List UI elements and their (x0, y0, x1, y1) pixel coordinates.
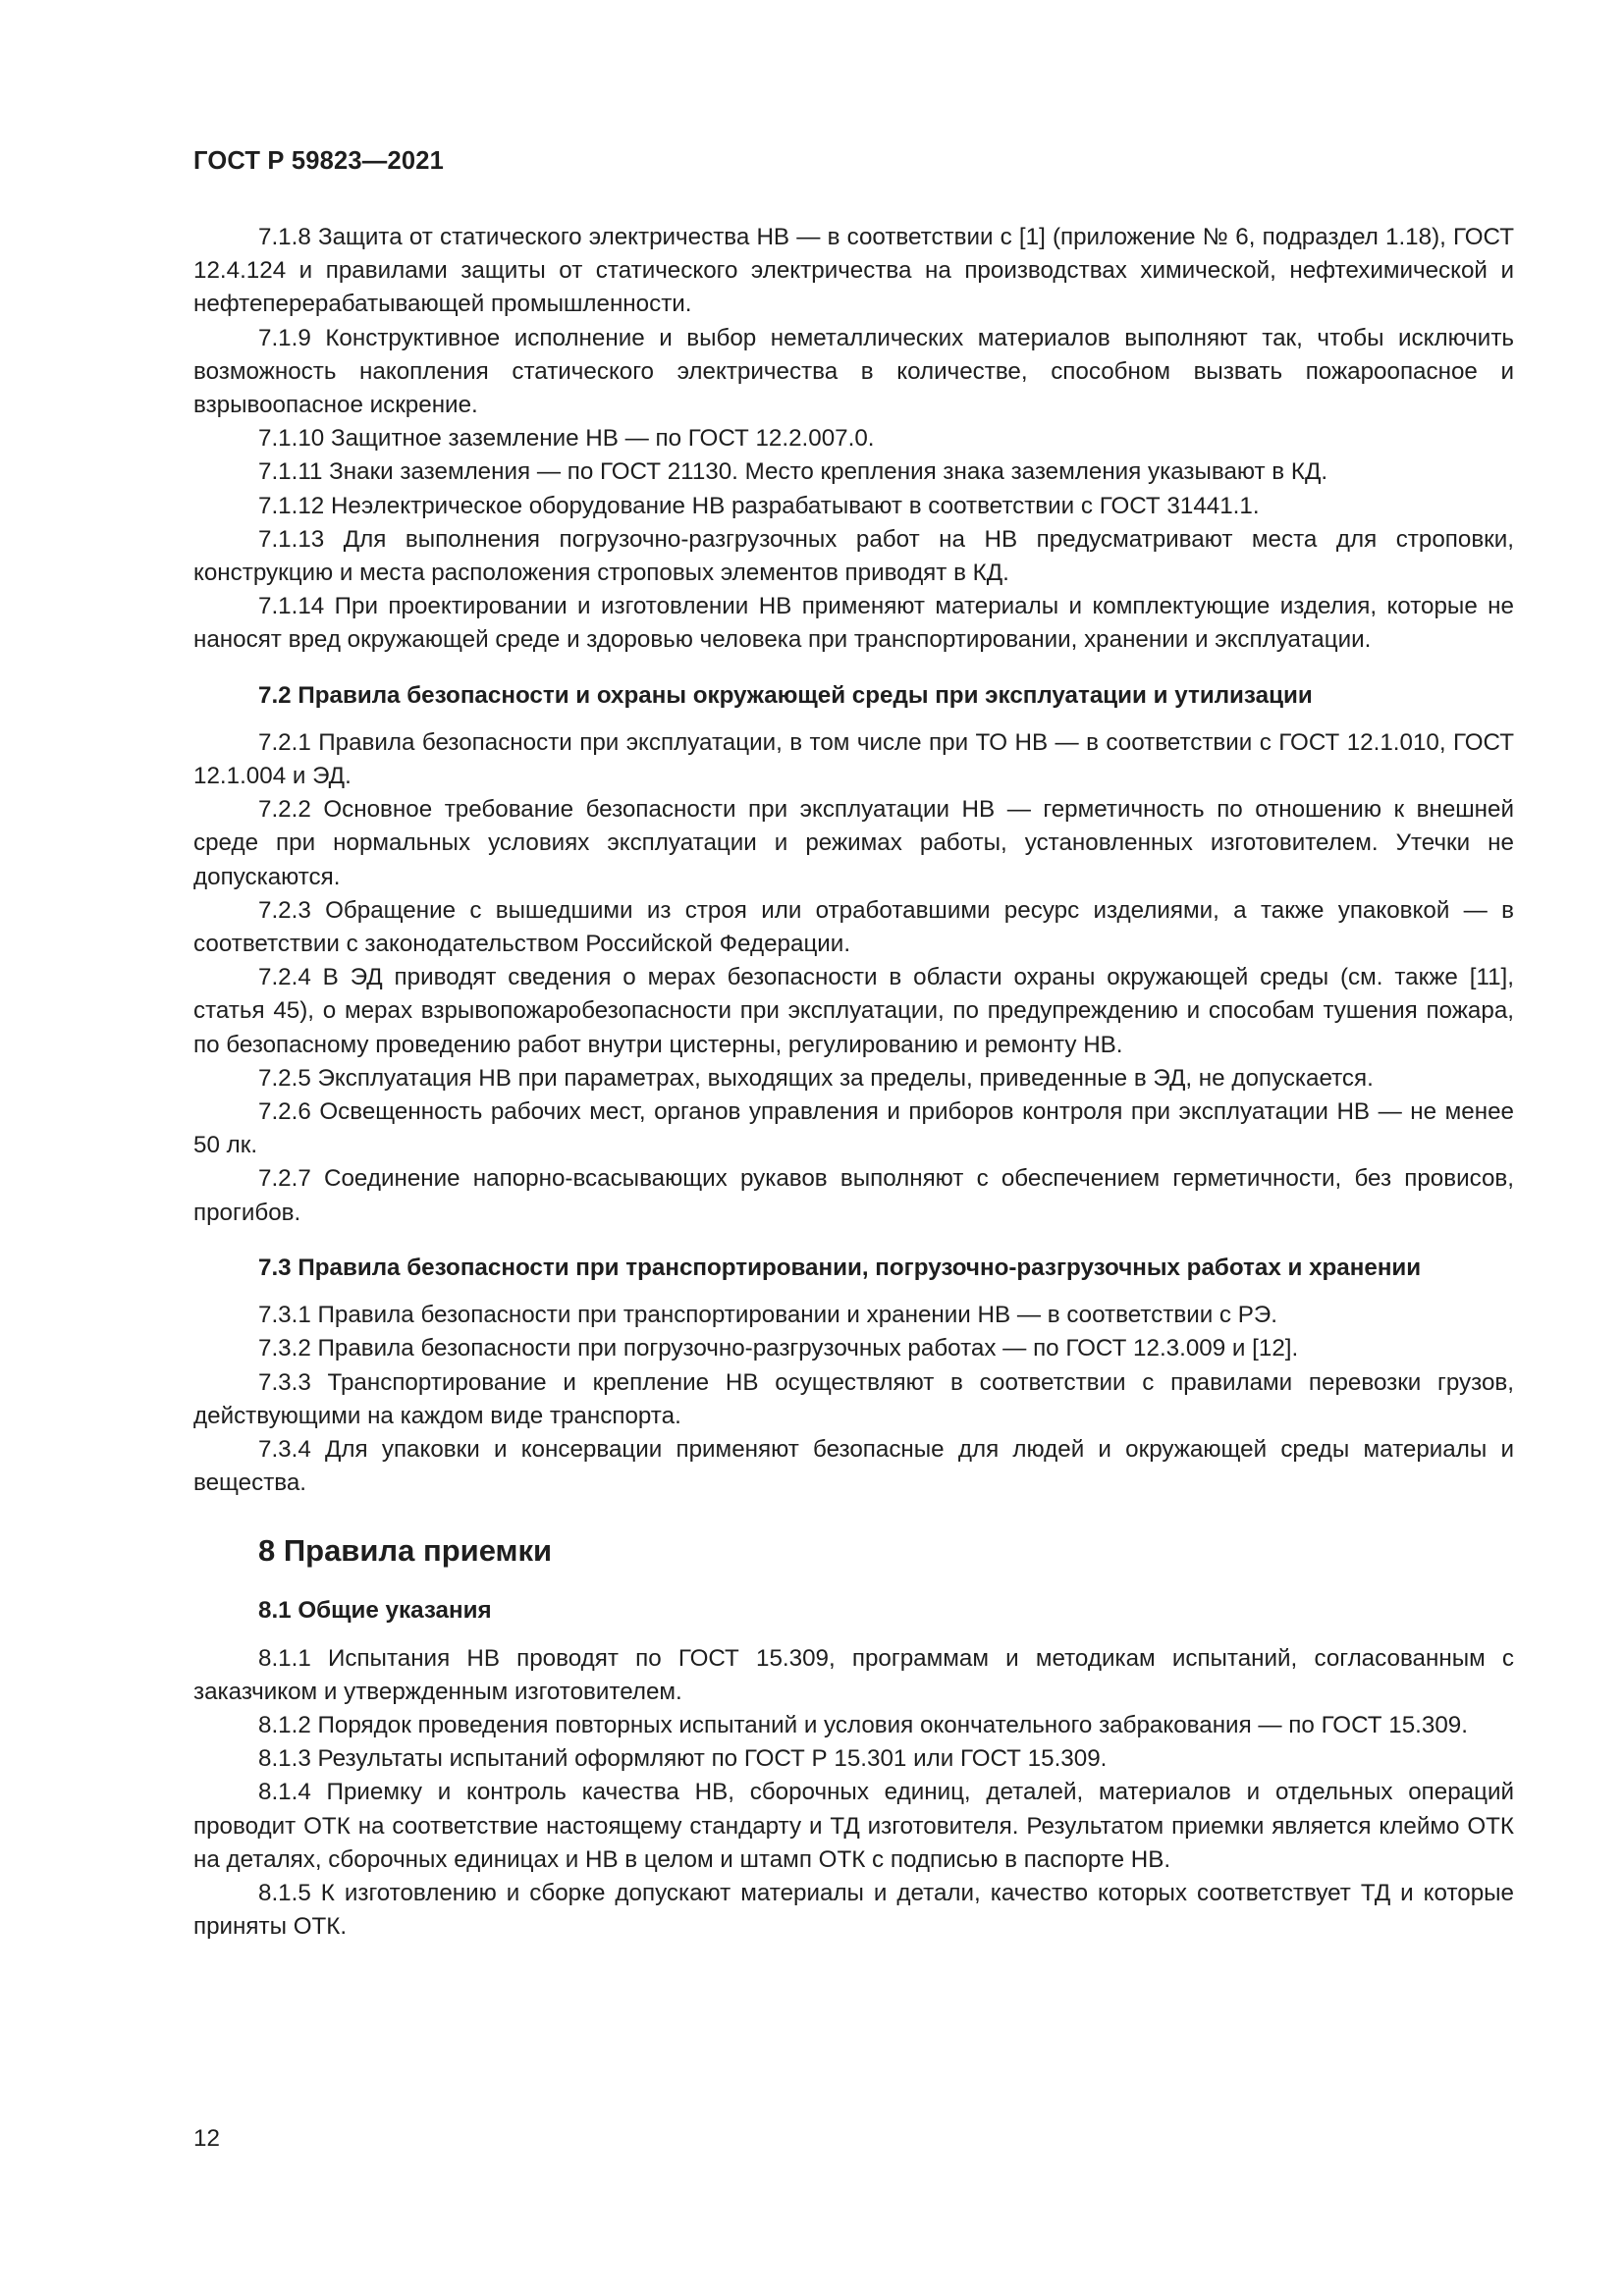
paragraph-8-1-2: 8.1.2 Порядок проведения повторных испытаний и условия окончательного забракования — по ГОСТ 15.309. (258, 1711, 1468, 1738)
paragraph-7-3-2: 7.3.2 Правила безопасности при погрузочно-разгрузочных работах — по ГОСТ 12.3.009 и [12]. (258, 1335, 1299, 1362)
paragraph-7-2-3: 7.2.3 Обращение с вышедшими из строя или отработавшими ресурс изделиями, а также упаковкой — в соответствии с законодательством Российской Федерации. (193, 896, 1514, 958)
subsection-heading-7-3: 7.3 Правила безопасности при транспортировании, погрузочно-разгрузочных работах и хранении (258, 1254, 1422, 1281)
paragraph-8-1-1: 8.1.1 Испытания НВ проводят по ГОСТ 15.309, программам и методикам испытаний, согласованным с заказчиком и утвержденным изготовителем. (193, 1644, 1514, 1705)
document-body (193, 221, 1514, 1944)
paragraph-7-1-12: 7.1.12 Неэлектрическое оборудование НВ разрабатывают в соответствии с ГОСТ 31441.1. (258, 492, 1260, 519)
paragraph-7-3-1: 7.3.1 Правила безопасности при транспортировании и хранении НВ — в соответствии с РЭ. (258, 1302, 1277, 1329)
paragraph-7-2-6: 7.2.6 Освещенность рабочих мест, органов управления и приборов контроля при эксплуатации НВ — не менее 50 лк. (193, 1098, 1514, 1159)
document-header: ГОСТ Р 59823—2021 (193, 147, 445, 175)
paragraph-7-1-13: 7.1.13 Для выполнения погрузочно-разгрузочных работ на НВ предусматривают места для строповки, конструкцию и места расположения строповых элементов приводят в КД. (193, 525, 1514, 587)
paragraph-7-1-9: 7.1.9 Конструктивное исполнение и выбор неметаллических материалов выполняют так, чтобы исключить возможность накопления статического электричества в количестве, способном вызвать пожароопасное и взрывоопасное искрение. (193, 324, 1514, 419)
section-heading-8: 8 Правила приемки (258, 1533, 553, 1569)
subsection-heading-7-2: 7.2 Правила безопасности и охраны окружающей среды при эксплуатации и утилизации (258, 681, 1313, 709)
paragraph-7-2-2: 7.2.2 Основное требование безопасности при эксплуатации НВ — герметичность по отношению к внешней среде при нормальных условиях эксплуатации и режимах работы, установленных изготовителем. Утечки не допускаются. (193, 796, 1514, 890)
page-number: 12 (193, 2125, 220, 2152)
paragraph-7-2-1: 7.2.1 Правила безопасности при эксплуатации, в том числе при ТО НВ — в соответствии с ГОСТ 12.1.010, ГОСТ 12.1.004 и ЭД. (193, 728, 1514, 790)
paragraph-7-1-10: 7.1.10 Защитное заземление НВ — по ГОСТ 12.2.007.0. (258, 425, 875, 453)
subsection-heading-8-1: 8.1 Общие указания (258, 1597, 492, 1625)
paragraph-8-1-5: 8.1.5 К изготовлению и сборке допускают материалы и детали, качество которых соответствует ТД и которые приняты ОТК. (193, 1879, 1514, 1941)
paragraph-7-1-14: 7.1.14 При проектировании и изготовлении НВ применяют материалы и комплектующие изделия, которые не наносят вред окружающей среде и здоровью человека при транспортировании, хранении и эксплуатации. (193, 593, 1514, 654)
paragraph-7-2-7: 7.2.7 Соединение напорно-всасывающих рукавов выполняют с обеспечением герметичности, без провисов, прогибов. (193, 1165, 1514, 1226)
paragraph-7-3-3: 7.3.3 Транспортирование и крепление НВ осуществляют в соответствии с правилами перевозки грузов, действующими на каждом виде транспорта. (193, 1368, 1514, 1429)
paragraph-7-2-5: 7.2.5 Эксплуатация НВ при параметрах, выходящих за пределы, приведенные в ЭД, не допускается. (258, 1064, 1374, 1092)
paragraph-7-2-4: 7.2.4 В ЭД приводят сведения о мерах безопасности в области охраны окружающей среды (см. также [11], статья 45), о мерах взрывопожаробезопасности при эксплуатации, по предупреждению и способам тушения пожара, по безопасному проведению работ внутри цистерны, регулированию и ремонту НВ. (193, 964, 1514, 1058)
paragraph-8-1-3: 8.1.3 Результаты испытаний оформляют по ГОСТ Р 15.301 или ГОСТ 15.309. (258, 1745, 1108, 1773)
paragraph-8-1-4: 8.1.4 Приемку и контроль качества НВ, сборочных единиц, деталей, материалов и отдельных операций проводит ОТК на соответствие настоящему стандарту и ТД изготовителя. Результатом приемки является клеймо ОТК на деталях, сборочных единицах и НВ в целом и штамп ОТК с подписью в паспорте НВ. (193, 1779, 1514, 1873)
paragraph-7-1-8: 7.1.8 Защита от статического электричества НВ — в соответствии с [1] (приложение № 6, подраздел 1.18), ГОСТ 12.4.124 и правилами защиты от статического электричества на производствах химической, нефтехимической и нефтеперерабатывающей промышленности. (193, 224, 1514, 318)
paragraph-7-1-11: 7.1.11 Знаки заземления — по ГОСТ 21130. Место крепления знака заземления указывают в КД. (258, 458, 1328, 486)
paragraph-7-3-4: 7.3.4 Для упаковки и консервации применяют безопасные для людей и окружающей среды материалы и вещества. (193, 1435, 1514, 1497)
